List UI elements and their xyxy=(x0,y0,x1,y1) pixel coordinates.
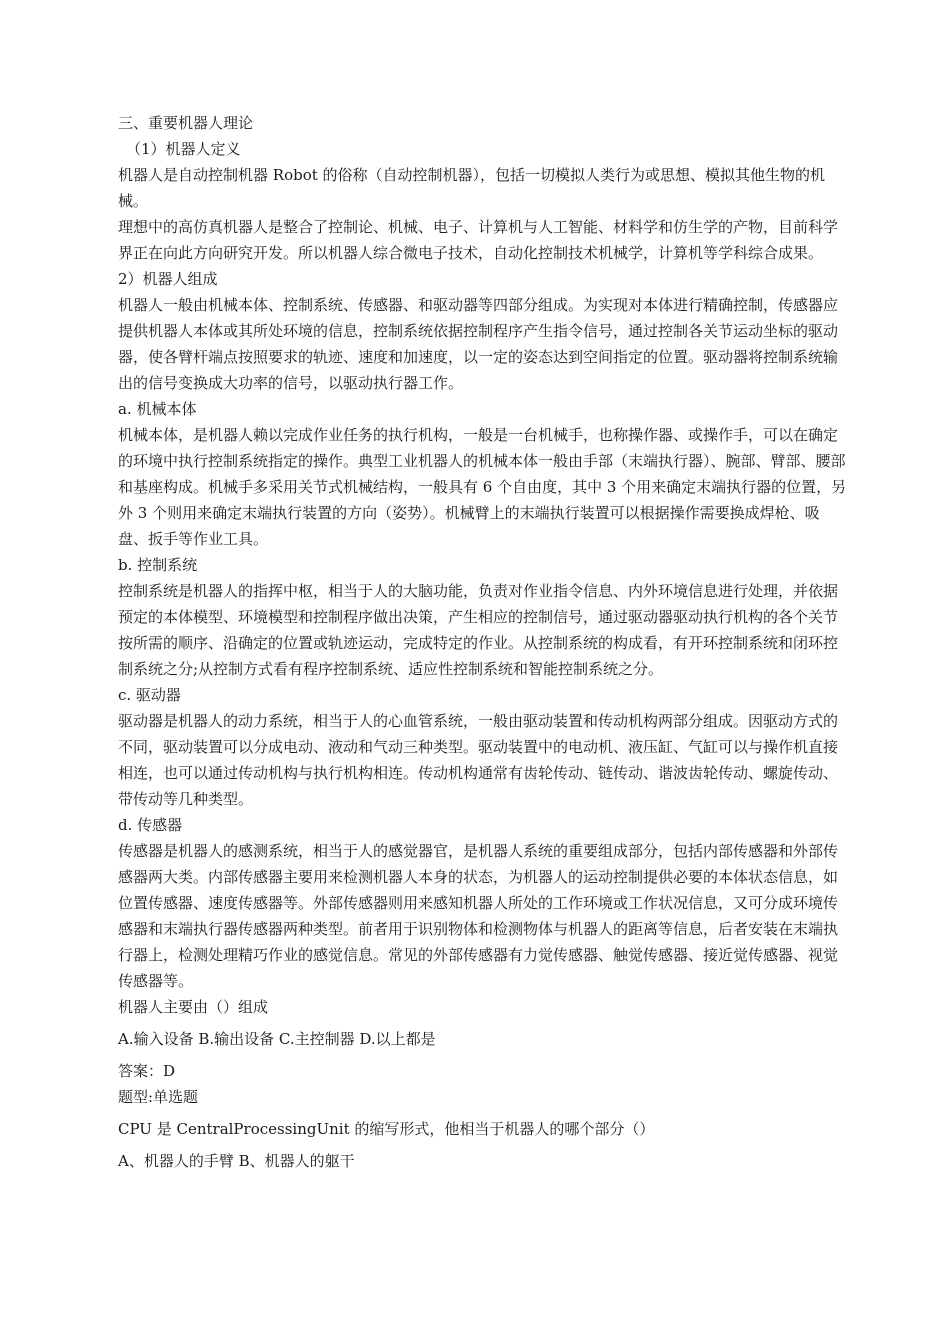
subsection-heading-definition: （1）机器人定义 xyxy=(126,140,241,158)
heading-control-system: b. 控制系统 xyxy=(118,556,198,574)
composition-paragraph: 机器人一般由机械本体、控制系统、传感器、和驱动器等四部分组成。为实现对本体进行精确控制，传感器应提供机器人本体或其所处环境的信息，控制系统依据控制程序产生指令信号，通过控制各关节运动坐标的驱动器，使各臂杆端点按照要求的轨迹、速度和加速度，以一定的姿态达到空间指定的位置。驱动器将控制系统输出的信号变换成大功率的信号，以驱动执行器工作。 xyxy=(118,296,839,392)
question-1-answer: 答案：D xyxy=(118,1062,176,1080)
definition-paragraph-1: 机器人是自动控制机器 Robot 的俗称（自动控制机器），包括一切模拟人类行为或思想、模拟其他生物的机械。 xyxy=(118,166,826,210)
question-2-stem: CPU 是 CentralProcessingUnit 的缩写形式，他相当于机器人的哪个部分（） xyxy=(118,1120,655,1138)
question-1-type: 题型:单选题 xyxy=(118,1088,199,1106)
subsection-heading-composition: 2）机器人组成 xyxy=(118,270,218,288)
heading-sensor: d. 传感器 xyxy=(118,816,183,834)
definition-paragraph-2: 理想中的高仿真机器人是整合了控制论、机械、电子、计算机与人工智能、材料学和仿生学的产物，目前科学界正在向此方向研究开发。所以机器人综合微电子技术，自动化控制技术机械学，计算机等学科综合成果。 xyxy=(118,218,839,262)
sensor-paragraph: 传感器是机器人的感测系统，相当于人的感觉器官，是机器人系统的重要组成部分，包括内部传感器和外部传感器两大类。内部传感器主要用来检测机器人本身的状态，为机器人的运动控制提供必要的本体状态信息，如位置传感器、速度传感器等。外部传感器则用来感知机器人所处的工作环境或工作状况信息，又可分成环境传感器和末端执行器传感器两种类型。前者用于识别物体和检测物体与机器人的距离等信息，后者安装在末端执行器上，检测处理精巧作业的感觉信息。常见的外部传感器有力觉传感器、触觉传感器、接近觉传感器、视觉传感器等。 xyxy=(118,842,839,990)
control-system-paragraph: 控制系统是机器人的指挥中枢，相当于人的大脑功能，负责对作业指令信息、内外环境信息进行处理，并依据预定的本体模型、环境模型和控制程序做出决策，产生相应的控制信号，通过驱动器驱动执行机构的各个关节按所需的顺序、沿确定的位置或轨迹运动，完成特定的作业。从控制系统的构成看，有开环控制系统和闭环控制系统之分;从控制方式看有程序控制系统、适应性控制系统和智能控制系统之分。 xyxy=(118,582,839,678)
section-heading: 三、重要机器人理论 xyxy=(118,114,254,132)
heading-mechanical-body: a. 机械本体 xyxy=(118,400,197,418)
mechanical-body-paragraph: 机械本体，是机器人赖以完成作业任务的执行机构，一般是一台机械手，也称操作器、或操作手，可以在确定的环境中执行控制系统指定的操作。典型工业机器人的机械本体一般由手部（末端执行器）、腕部、臂部、腰部和基座构成。机械手多采用关节式机械结构，一般具有 6 个自由度，其中 3 个用来确定末端执行器的位置，另外 3 个则用来确定末端执行装置的方向（姿势）。机械臂上的末端执行装置可以根据操作需要换成焊枪、吸盘、扳手等作业工具。 xyxy=(118,426,847,548)
question-1-stem: 机器人主要由（）组成 xyxy=(118,998,269,1016)
question-1-options: A.输入设备 B.输出设备 C.主控制器 D.以上都是 xyxy=(118,1030,436,1048)
question-2-options: A、机器人的手臂 B、机器人的躯干 xyxy=(118,1152,355,1170)
driver-paragraph: 驱动器是机器人的动力系统，相当于人的心血管系统，一般由驱动装置和传动机构两部分组成。因驱动方式的不同，驱动装置可以分成电动、液动和气动三种类型。驱动装置中的电动机、液压缸、气缸可以与操作机直接相连，也可以通过传动机构与执行机构相连。传动机构通常有齿轮传动、链传动、谐波齿轮传动、螺旋传动、带传动等几种类型。 xyxy=(118,712,839,808)
heading-driver: c. 驱动器 xyxy=(118,686,181,704)
document-page xyxy=(118,110,848,1174)
